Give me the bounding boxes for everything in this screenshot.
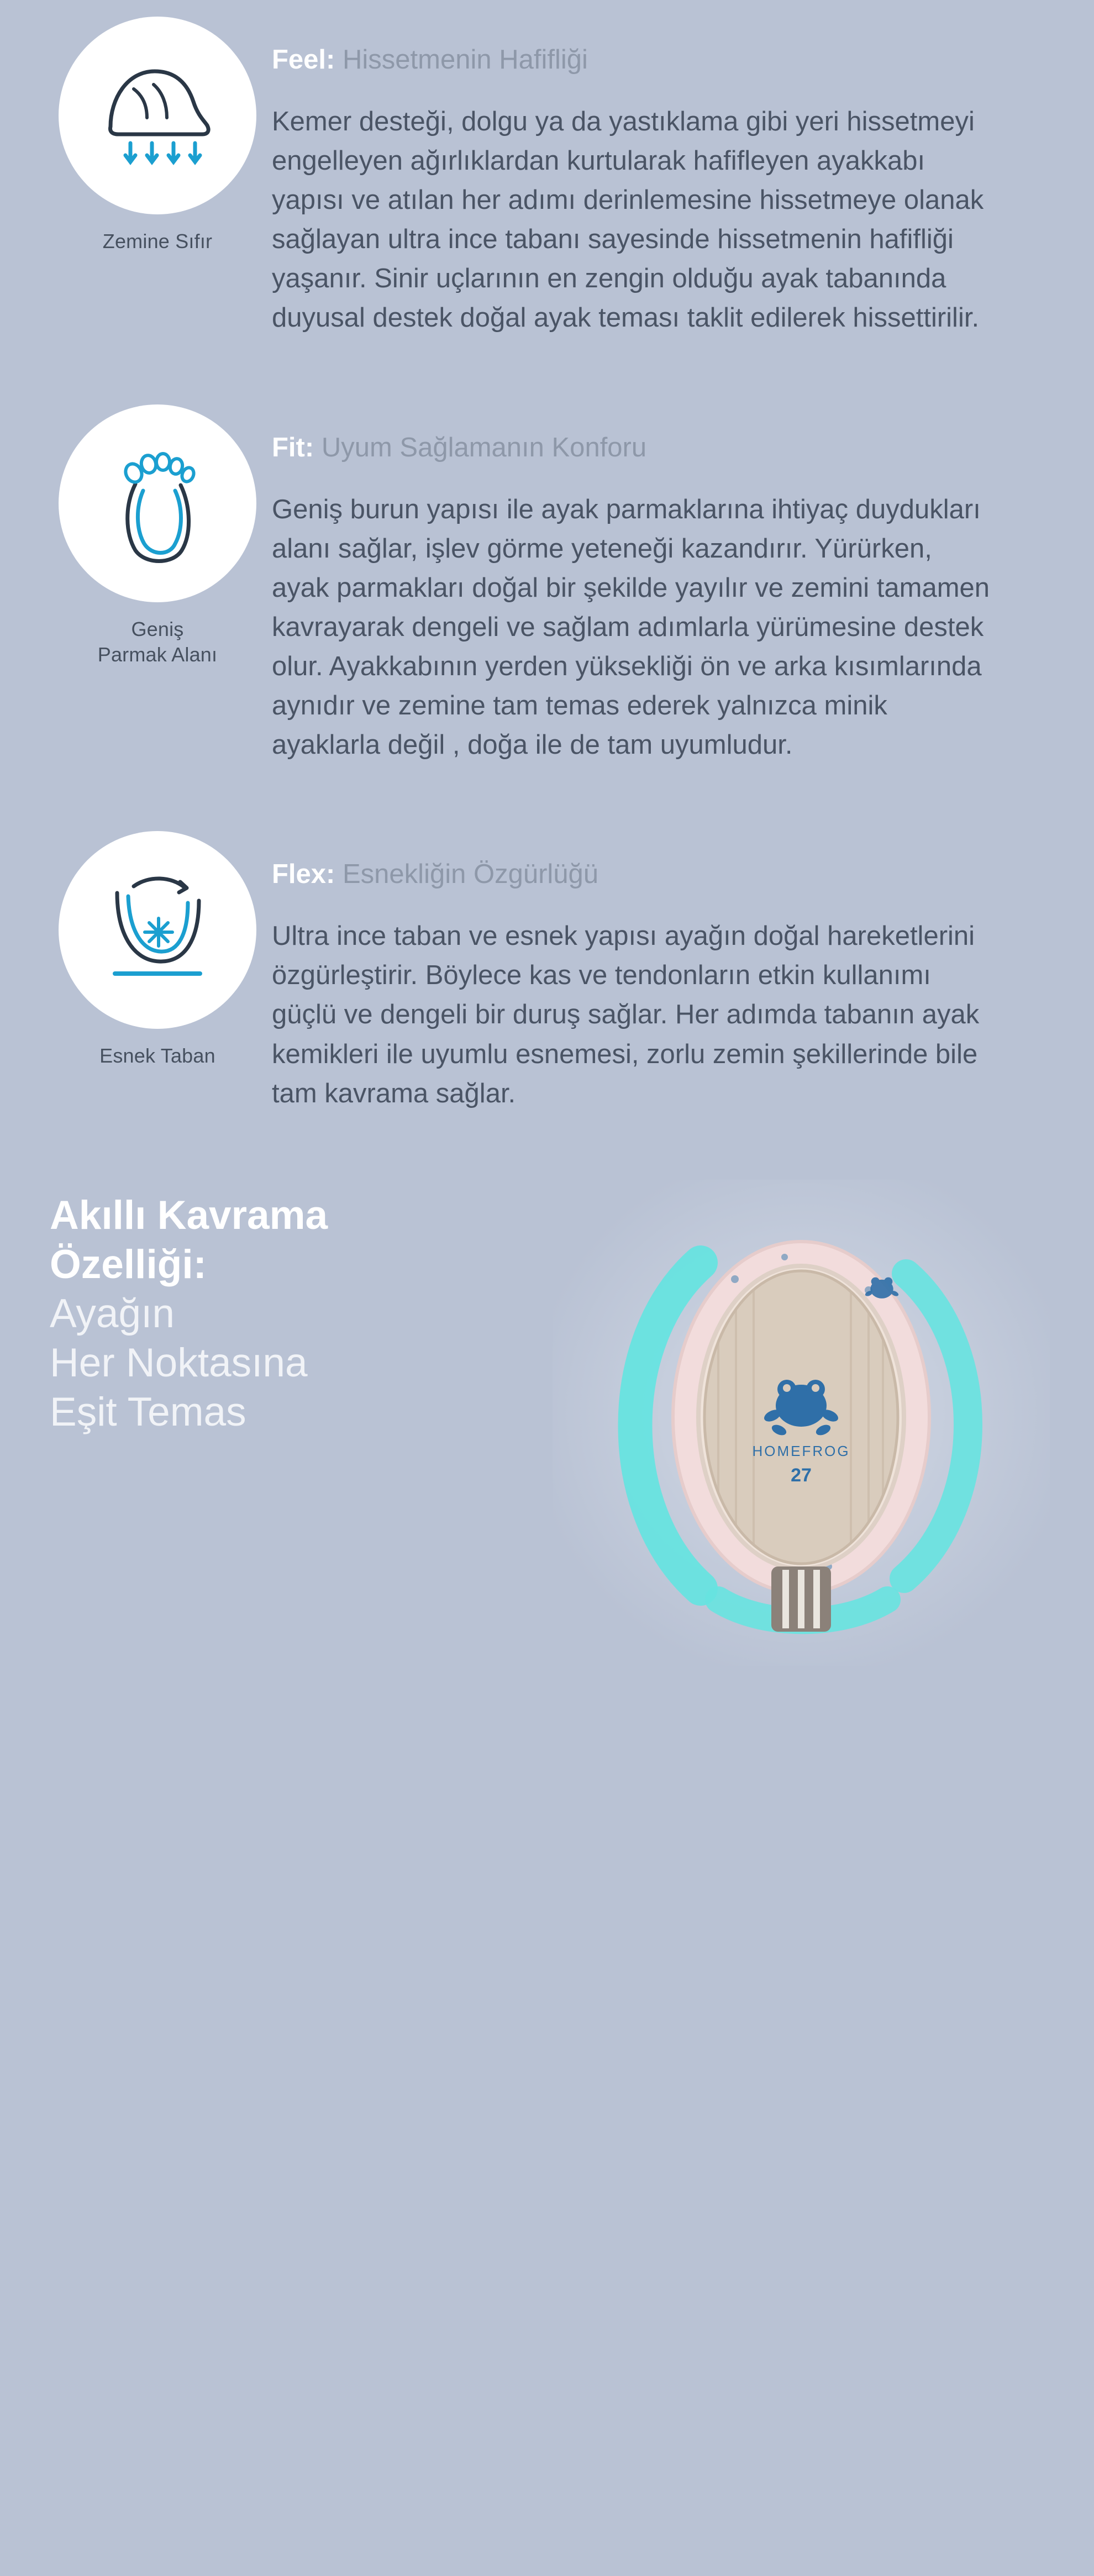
banner-text-block bbox=[0, 1174, 541, 1437]
feature-heading bbox=[272, 43, 1072, 77]
feature-heading-rest: Esnekliğin Özgürlüğü bbox=[343, 859, 599, 890]
feature-heading bbox=[272, 858, 1072, 891]
feature-block-feel bbox=[0, 0, 1094, 338]
feature-heading-keyword: Flex: bbox=[272, 859, 335, 890]
feature-body-text: Kemer desteği, dolgu ya da yastıklama gibi yeri hissetmeyi engelleyen ağırlıklardan kurtularak hafifleyen ayakkabı yapısı ve atılan her adımı derinlemesine hissetmeye olanak sağlayan ultra ince tabanı sayesinde hissetmenin hafifliği yaşanır. Sinir uçlarının en zengin olduğu ayak tabanında duyusal destek doğal ayak teması taklit edilerek hissettirilir. bbox=[272, 107, 984, 333]
feature-text-column bbox=[265, 404, 1072, 765]
feature-icon-column bbox=[50, 404, 265, 669]
feature-heading-rest: Uyum Sağlamanın Konforu bbox=[321, 432, 647, 462]
foot-pressure-down-icon bbox=[59, 17, 256, 214]
banner-subtitle-line2: Her Noktasına bbox=[50, 1340, 308, 1385]
insole-size-text: 27 bbox=[791, 1464, 812, 1486]
feature-body-text: Ultra ince taban ve esnek yapısı ayağın doğal hareketlerini özgürleştirir. Böylece kas ve tendonların etkin kullanımı güçlü ve dengeli bir duruş sağlar. Her adımda tabanın ayak kemikleri ile uyumlu esnemesi, zorlu zemin şekillerinde bile tam kavrama sağlar. bbox=[272, 921, 980, 1108]
feature-heading-keyword: Fit: bbox=[272, 432, 314, 462]
feature-heading-rest: Hissetmenin Hafifliği bbox=[343, 45, 588, 75]
feature-icon-column bbox=[50, 831, 265, 1069]
insole-brand-text: HOMEFROG bbox=[752, 1442, 850, 1459]
feature-heading bbox=[272, 431, 1072, 465]
banner-title-line2: Özelliği: bbox=[50, 1242, 207, 1287]
feature-block-flex bbox=[0, 765, 1094, 1113]
smart-grip-banner bbox=[0, 1174, 1094, 1727]
flexible-sole-icon bbox=[59, 831, 256, 1029]
feature-icon-caption: Esnek Taban bbox=[99, 1044, 215, 1068]
feature-icon-caption-line1: Geniş bbox=[131, 617, 184, 640]
wide-toe-box-icon bbox=[59, 404, 256, 602]
feature-heading-keyword: Feel: bbox=[272, 45, 335, 75]
feature-icon-caption-line2: Parmak Alanı bbox=[97, 643, 218, 666]
feature-body-text: Geniş burun yapısı ile ayak parmaklarına ihtiyaç duydukları alanı sağlar, işlev görme yeteneği kazandırır. Yürürken, ayak parmakları doğal bir şekilde yayılır ve zemini tamamen kavrayarak dengeli ve sağlam adımlarla yürümesine destek olur. Ayakkabının yerden yüksekliği ön ve arka kısımlarında aynıdır ve zemine tam temas ederek yalnızca minik ayaklarla değil , doğa ile de tam uyumludur. bbox=[272, 494, 990, 760]
feature-icon-column bbox=[50, 17, 265, 255]
feature-block-fit bbox=[0, 338, 1094, 765]
feature-icon-caption: Zemine Sıfır bbox=[102, 230, 213, 253]
feature-text-column bbox=[265, 831, 1072, 1113]
banner-title-line1: Akıllı Kavrama bbox=[50, 1192, 328, 1238]
feature-text-column bbox=[265, 17, 1072, 338]
banner-subtitle-line3: Eşit Temas bbox=[50, 1389, 246, 1434]
shoe-insole-photo bbox=[553, 1180, 1050, 1666]
feature-icon-caption bbox=[98, 617, 218, 669]
banner-subtitle-line1: Ayağın bbox=[50, 1291, 175, 1336]
